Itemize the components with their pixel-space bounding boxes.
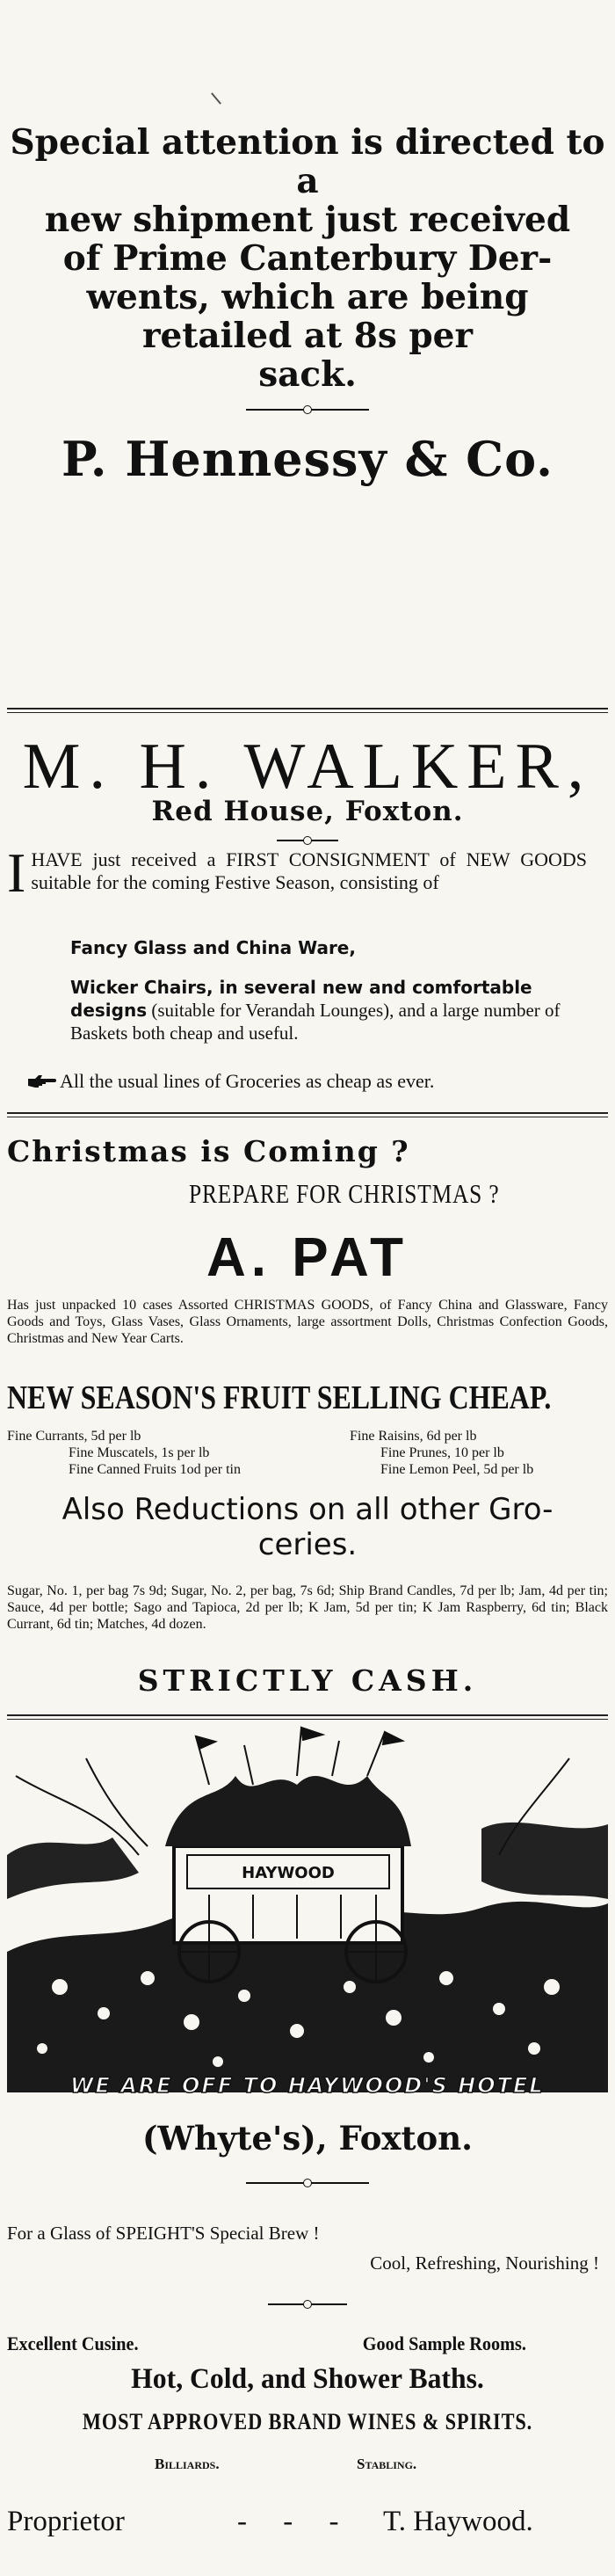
notice-line: retailed at 8s per	[141, 316, 474, 356]
column-rule	[7, 1714, 608, 1720]
proprietor-name: T. Haywood.	[383, 2506, 533, 2537]
sample-rooms-text: Good Sample Rooms.	[362, 2332, 526, 2354]
stagecoach-crowd-illustration	[7, 1723, 608, 2092]
proprietor-label: Proprietor	[7, 2506, 125, 2537]
reductions-line: Also Reductions on all other Gro-	[62, 1492, 554, 1527]
fruit-price: Fine Lemon Peel, 5d per lb	[380, 1462, 534, 1477]
fruit-price: Fine Muscatels, 1s per lb	[69, 1445, 210, 1460]
ornamental-divider	[246, 2182, 369, 2184]
ornamental-divider	[246, 409, 369, 411]
terms-notice: STRICTLY CASH.	[137, 1663, 478, 1698]
list-item	[7, 1445, 608, 1462]
walker-name: M. H. WALKER,	[22, 731, 593, 803]
ornamental-divider	[268, 2303, 347, 2305]
fruit-price-list	[7, 1429, 608, 1479]
fruit-price: Fine Prunes, 10 per lb	[380, 1445, 504, 1460]
proprietor-dashes: - - -	[237, 2506, 339, 2537]
notice-line: new shipment just received	[44, 200, 571, 240]
drop-cap: I	[7, 841, 26, 904]
pointing-hand-icon	[26, 1073, 56, 1089]
hotel-name: (Whyte's), Foxton.	[141, 2119, 474, 2158]
billiards-text: Billiards.	[155, 2456, 220, 2472]
column-rule	[7, 1112, 608, 1117]
baths-text: Hot, Cold, and Shower Baths.	[131, 2363, 484, 2395]
speights-line: For a Glass of SPEIGHT'S Special Brew !	[7, 2223, 320, 2244]
refreshing-line: Cool, Refreshing, Nourishing !	[370, 2252, 599, 2274]
walker-intro-text: HAVE just received a FIRST CONSIGNMENT of NEW GOODS suitable for the coming Festive Season, consisting of	[31, 848, 587, 893]
walker-item-glass: Fancy Glass and China Ware,	[70, 937, 356, 958]
walker-address: Red House, Foxton.	[151, 796, 464, 827]
pat-advertiser-name: A. PAT	[206, 1227, 409, 1288]
notice-line: wents, which are being	[86, 277, 529, 317]
prepare-heading: PREPARE FOR CHRISTMAS ?	[189, 1178, 500, 1209]
hennessy-advertiser-name: P. Hennessy & Co.	[62, 431, 554, 487]
fruit-heading: NEW SEASON'S FRUIT SELLING CHEAP.	[7, 1379, 552, 1416]
pat-intro: Has just unpacked 10 cases Assorted CHRISTMAS GOODS, of Fancy China and Glassware, Fancy Goods and Toys, Glass Vases, Glass Ornaments, large assortment Dolls, Christmas Confection Goods, Christmas and New Year Carts.	[7, 1298, 608, 1346]
wines-text: MOST APPROVED BRAND WINES & SPIRITS.	[82, 2409, 533, 2434]
illustration-caption: WE ARE OFF TO HAYWOOD'S HOTEL	[70, 2073, 545, 2098]
notice-line: sack.	[258, 354, 357, 395]
grocery-price-list: Sugar, No. 1, per bag 7s 9d; Sugar, No. 2, per bag, 7s 6d; Ship Brand Candles, 7d per lb; Jam, 4d per tin; Sauce, 4d per bottle; Sago and Tapioca, 2d per lb; K Jam, 5d per tin; K Jam Raspberry, 6d tin; Black Currant, 6d tin; Matches, 4d dozen.	[7, 1583, 608, 1632]
notice-line: of Prime Canterbury Der-	[62, 238, 553, 279]
stabling-text: Stabling.	[357, 2456, 417, 2472]
reductions-line: ceries.	[257, 1527, 358, 1562]
christmas-heading: Christmas is Coming ?	[7, 1134, 410, 1168]
reductions-notice	[7, 1492, 608, 1562]
walker-item-wicker-rest: (suitable for Verandah Lounges), and a large number of Baskets both cheap and useful.	[70, 1000, 561, 1044]
list-item	[7, 1429, 608, 1445]
walker-footer-text: All the usual lines of Groceries as cheap as ever.	[60, 1070, 435, 1092]
walker-intro	[7, 841, 587, 904]
fruit-price: Fine Canned Fruits 1od per tin	[69, 1462, 241, 1477]
fruit-price: Fine Raisins, 6d per lb	[350, 1429, 477, 1444]
walker-item-wicker	[70, 976, 597, 1044]
ornamental-divider	[277, 840, 338, 841]
walker-footer	[26, 1070, 606, 1093]
column-rule	[7, 708, 608, 713]
cusine-text: Excellent Cusine.	[7, 2332, 139, 2354]
hennessy-notice	[0, 123, 615, 394]
notice-line: Special attention is directed to a	[10, 122, 605, 201]
coach-sign: HAYWOOD	[242, 1864, 335, 1882]
fruit-price: Fine Currants, 5d per lb	[7, 1429, 141, 1444]
walker-item-wicker-lead: Wicker Chairs, in several new and comfortable designs	[70, 977, 532, 1021]
list-item	[7, 1462, 608, 1479]
print-mark	[211, 92, 221, 105]
